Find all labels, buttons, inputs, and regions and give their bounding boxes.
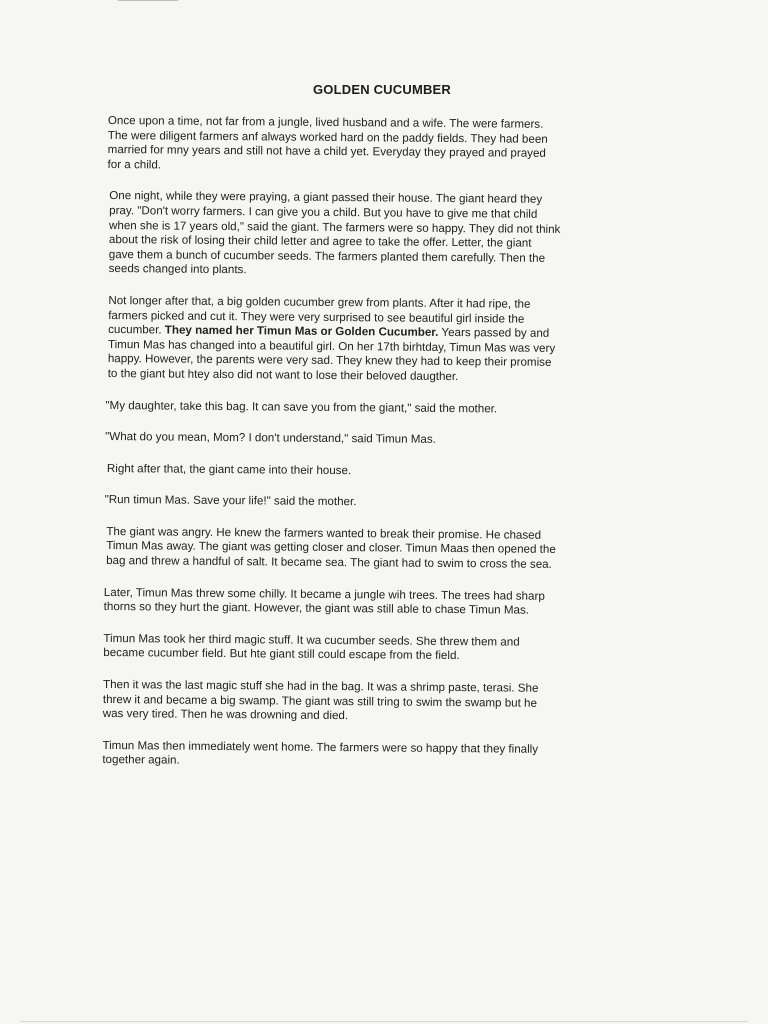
paragraph-9 [104, 586, 656, 620]
text-line: was very tired. Then he was drowning and died. [102, 707, 349, 723]
paragraph-6 [105, 462, 657, 481]
text-line: Timun Mas then immediately went home. The farmers were so happy that they finally [102, 738, 539, 756]
text-line: gave them a bunch of cucumber seeds. The farmers planted them carefully. Then the [108, 247, 546, 265]
paragraph-2 [107, 189, 660, 281]
text-line: seeds changed into plants. [108, 262, 247, 277]
paragraph-8 [104, 525, 656, 574]
text-line: married for mny years and still not have a child yet. Everyday they prayed and prayed [107, 143, 546, 161]
text-line: Then it was the last magic stuff she had in the bag. It was a shrimp paste, terasi. She [102, 678, 539, 695]
text-line: Later, Timun Mas threw some chilly. It became a jungle wih trees. The trees had sharp [103, 585, 545, 603]
paragraph-10 [103, 632, 655, 666]
bold-text-segment: They named her Timun Mas or Golden Cucumber. [164, 323, 439, 340]
scan-artifact-top [118, 0, 178, 1]
text-segment: cucumber. [108, 323, 165, 337]
text-line: pray. "Don't worry farmers. I can give you a child. But you have to give me that child [109, 203, 538, 221]
text-line: happy. However, the parents were very sad. They knew they had to keep their promise [107, 352, 552, 370]
scan-artifact-bottom [20, 1021, 748, 1022]
text-line: bag and threw a handful of salt. It became sea. The giant had to swim to cross the sea. [106, 554, 552, 571]
paragraph-4 [105, 398, 657, 417]
text-line: "Run timun Mas. Save your life!" said the mother. [104, 493, 357, 509]
text-line: Timun Mas has changed into a beautiful girl. On her 17th birhtday, Timun Mas was very [107, 337, 556, 355]
text-line: Timun Mas took her third magic stuff. It wa cucumber seeds. She threw them and [103, 631, 520, 649]
text-line: for a child. [107, 157, 162, 172]
text-line: Timun Mas away. The giant was getting closer and closer. Timun Maas then opened the [106, 539, 556, 557]
text-line: together again. [102, 753, 180, 768]
text-line: farmers picked and cut it. They were very surprised to see beautiful girl inside the [108, 308, 525, 326]
text-line: The giant was angry. He knew the farmers wanted to break their promise. He chased [106, 524, 542, 542]
text-line: to the giant but htey also did not want to lose their beloved daugther. [107, 366, 459, 383]
text-line: about the risk of losing their child letter and agree to take the offer. Letter, the giant [108, 233, 532, 250]
paragraph-11 [103, 678, 655, 727]
text-line: The were diligent farmers anf always worked hard on the paddy fields. They had been [107, 128, 548, 146]
text-line: threw it and became a big swamp. The giant was still tring to swim the swamp but he [102, 692, 538, 710]
paragraph-12 [102, 739, 654, 773]
document-body [102, 114, 660, 790]
paragraph-3 [106, 294, 659, 386]
text-line: became cucumber field. But hte giant still could escape from the field. [103, 646, 460, 663]
text-line: Right after that, the giant came into their house. [106, 461, 352, 477]
text-line: "My daughter, take this bag. It can save you from the giant," said the mother. [105, 398, 498, 415]
text-segment: Years passed by and [438, 326, 550, 340]
text-line: Not longer after that, a big golden cucumber grew from plants. After it had ripe, the [108, 293, 531, 311]
paragraph-1 [107, 114, 659, 177]
paragraph-7 [105, 493, 657, 512]
text-line: One night, while they were praying, a giant passed their house. The giant heard they [109, 189, 543, 207]
text-line: thorns so they hurt the giant. However, the giant was still able to chase Timun Mas. [103, 600, 530, 617]
text-line: "What do you mean, Mom? I don't understand," said Timun Mas. [105, 430, 436, 446]
paragraph-5 [105, 430, 657, 449]
text-line: when she is 17 years old," said the giant. The farmers were so happy. They did not think [108, 218, 561, 236]
text-line: Once upon a time, not far from a jungle, lived husband and a wife. The were farmers. [107, 114, 544, 131]
document-title: GOLDEN CUCUMBER [312, 82, 452, 97]
